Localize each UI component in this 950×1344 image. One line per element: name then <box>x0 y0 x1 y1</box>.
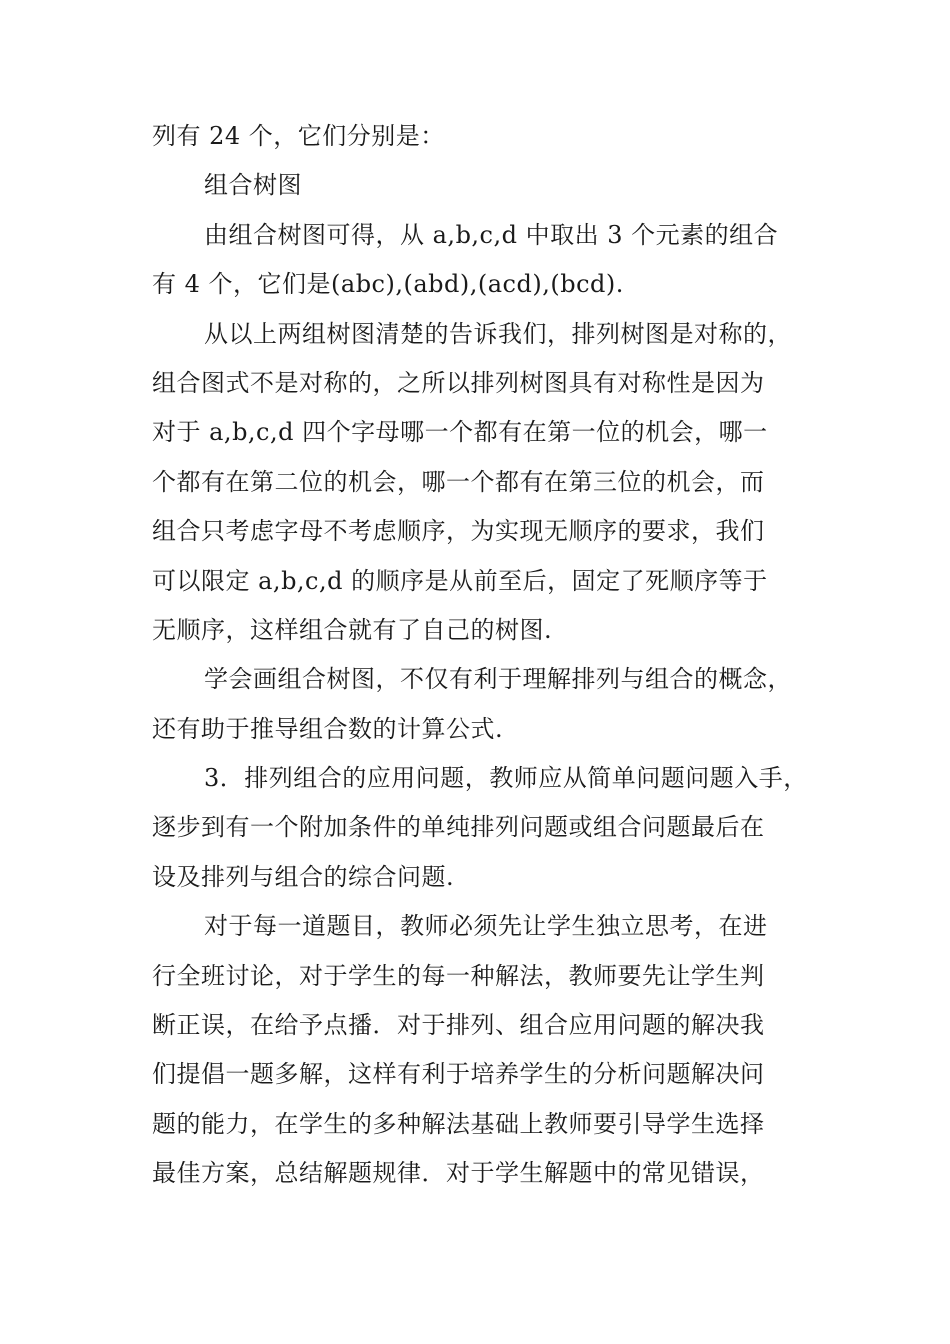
text-line: 还有助于推导组合数的计算公式. <box>152 714 504 743</box>
text-line: 对于每一道题目，教师必须先让学生独立思考，在进 <box>204 912 768 941</box>
text-line: 由组合树图可得，从 a,b,c,d 中取出 3 个元素的组合 <box>204 220 779 249</box>
text-line: 可以限定 a,b,c,d 的顺序是从前至后，固定了死顺序等于 <box>152 566 768 595</box>
text-line: 断正误，在给予点播．对于排列、组合应用问题的解决我 <box>152 1011 765 1040</box>
body-text <box>152 112 808 1199</box>
text-line: 逐步到有一个附加条件的单纯排列问题或组合问题最后在 <box>152 813 765 842</box>
text-line: 设及排列与组合的综合问题. <box>152 862 455 891</box>
text-line: 列有 24 个，它们分别是： <box>152 122 445 150</box>
text-line: 无顺序，这样组合就有了自己的树图. <box>152 615 553 644</box>
text-line: 有 4 个，它们是(abc),(abd),(acd),(bcd). <box>152 270 624 299</box>
text-line: 最佳方案，总结解题规律．对于学生解题中的常见错误， <box>152 1159 765 1188</box>
text-line: 从以上两组树图清楚的告诉我们，排列树图是对称的， <box>204 319 792 348</box>
text-line: 组合图式不是对称的，之所以排列树图具有对称性是因为 <box>152 368 765 397</box>
section-heading: 组合树图 <box>204 171 302 200</box>
text-line: 对于 a,b,c,d 四个字母哪一个都有在第一位的机会，哪一 <box>152 418 768 447</box>
text-line: 学会画组合树图，不仅有利于理解排列与组合的概念， <box>204 665 792 694</box>
text-line: 们提倡一题多解，这样有利于培养学生的分析问题解决问 <box>152 1060 765 1089</box>
text-line: 3．排列组合的应用问题，教师应从简单问题问题入手， <box>204 764 808 793</box>
text-line: 组合只考虑字母不考虑顺序，为实现无顺序的要求，我们 <box>152 517 765 546</box>
text-line: 个都有在第二位的机会，哪一个都有在第三位的机会，而 <box>152 467 765 496</box>
text-line: 题的能力，在学生的多种解法基础上教师要引导学生选择 <box>152 1109 765 1138</box>
text-line: 行全班讨论，对于学生的每一种解法，教师要先让学生判 <box>152 961 765 990</box>
